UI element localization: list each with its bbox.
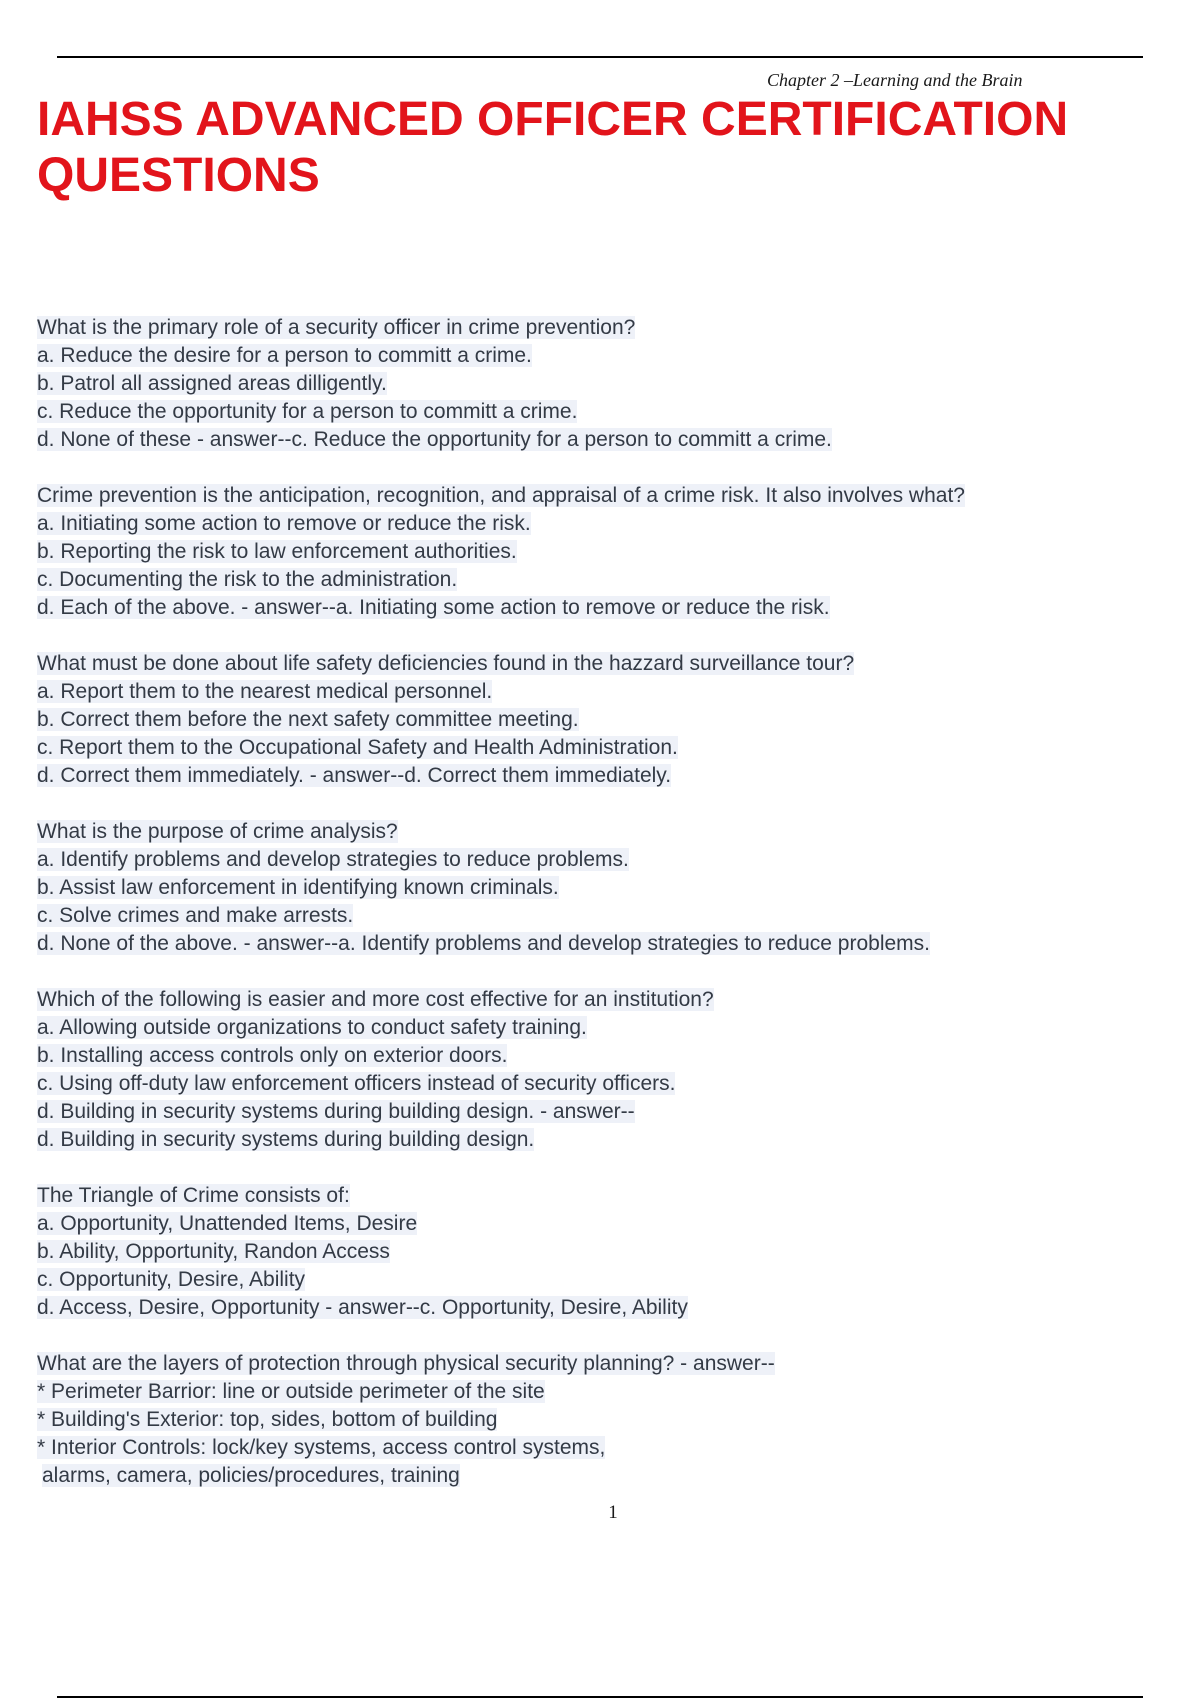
- question-text: Crime prevention is the anticipation, recognition, and appraisal of a crime risk. It also involves what?: [37, 484, 965, 507]
- question-block: [37, 650, 1177, 790]
- answer-option: d. Each of the above. - answer--a. Initiating some action to remove or reduce the risk.: [37, 596, 830, 619]
- question-text: What is the primary role of a security officer in crime prevention?: [37, 316, 636, 339]
- question-text: Which of the following is easier and more cost effective for an institution?: [37, 988, 714, 1011]
- question-block: [37, 1350, 1177, 1490]
- answer-option: d. Access, Desire, Opportunity - answer--c. Opportunity, Desire, Ability: [37, 1296, 688, 1319]
- answer-text: d. Building in security systems during building design.: [37, 1128, 535, 1151]
- answer-option: b. Installing access controls only on exterior doors.: [37, 1044, 508, 1067]
- answer-option: a. Allowing outside organizations to conduct safety training.: [37, 1016, 587, 1039]
- question-list: [37, 314, 1177, 1518]
- answer-option: c. Solve crimes and make arrests.: [37, 904, 354, 927]
- question-text: What must be done about life safety deficiencies found in the hazzard surveillance tour?: [37, 652, 855, 675]
- answer-list-item: * Building's Exterior: top, sides, bottom of building: [37, 1408, 498, 1431]
- answer-option: b. Ability, Opportunity, Randon Access: [37, 1240, 390, 1263]
- question-block: [37, 986, 1177, 1154]
- answer-option: b. Patrol all assigned areas dilligently.: [37, 372, 387, 395]
- answer-option: d. None of these - answer--c. Reduce the opportunity for a person to committ a crime.: [37, 428, 832, 451]
- answer-option: c. Reduce the opportunity for a person to committ a crime.: [37, 400, 578, 423]
- running-header: Chapter 2 –Learning and the Brain: [767, 70, 1023, 90]
- question-block: [37, 1182, 1177, 1322]
- question-text: What is the purpose of crime analysis?: [37, 820, 398, 843]
- answer-option: b. Reporting the risk to law enforcement authorities.: [37, 540, 517, 563]
- question-block: [37, 482, 1177, 622]
- answer-option: a. Opportunity, Unattended Items, Desire: [37, 1212, 418, 1235]
- top-rule: [57, 56, 1143, 58]
- answer-option: c. Opportunity, Desire, Ability: [37, 1268, 306, 1291]
- bottom-rule: [57, 1696, 1143, 1698]
- answer-option: c. Using off-duty law enforcement officers instead of security officers.: [37, 1072, 676, 1095]
- answer-option: a. Report them to the nearest medical personnel.: [37, 680, 493, 703]
- question-text: The Triangle of Crime consists of:: [37, 1184, 350, 1207]
- answer-option: d. None of the above. - answer--a. Identify problems and develop strategies to reduce problems.: [37, 932, 930, 955]
- answer-option: d. Building in security systems during building design. - answer--: [37, 1100, 635, 1123]
- answer-option: b. Correct them before the next safety committee meeting.: [37, 708, 579, 731]
- answer-list-item-continuation: alarms, camera, policies/procedures, training: [42, 1464, 460, 1487]
- question-block: [37, 314, 1177, 454]
- answer-option: b. Assist law enforcement in identifying known criminals.: [37, 876, 559, 899]
- question-block: [37, 818, 1177, 958]
- question-text: What are the layers of protection through physical security planning? - answer--: [37, 1352, 775, 1375]
- answer-option: a. Reduce the desire for a person to committ a crime.: [37, 344, 532, 367]
- answer-option: a. Initiating some action to remove or reduce the risk.: [37, 512, 531, 535]
- answer-option: c. Report them to the Occupational Safety and Health Administration.: [37, 736, 678, 759]
- answer-list-item: * Interior Controls: lock/key systems, access control systems,: [37, 1436, 606, 1459]
- document-title: IAHSS ADVANCED OFFICER CERTIFICATION QUESTIONS: [37, 93, 1069, 202]
- answer-option: d. Correct them immediately. - answer--d. Correct them immediately.: [37, 764, 672, 787]
- answer-option: c. Documenting the risk to the administration.: [37, 568, 458, 591]
- answer-list-item: * Perimeter Barrior: line or outside perimeter of the site: [37, 1380, 545, 1403]
- page-number: 1: [608, 1502, 618, 1523]
- answer-option: a. Identify problems and develop strategies to reduce problems.: [37, 848, 629, 871]
